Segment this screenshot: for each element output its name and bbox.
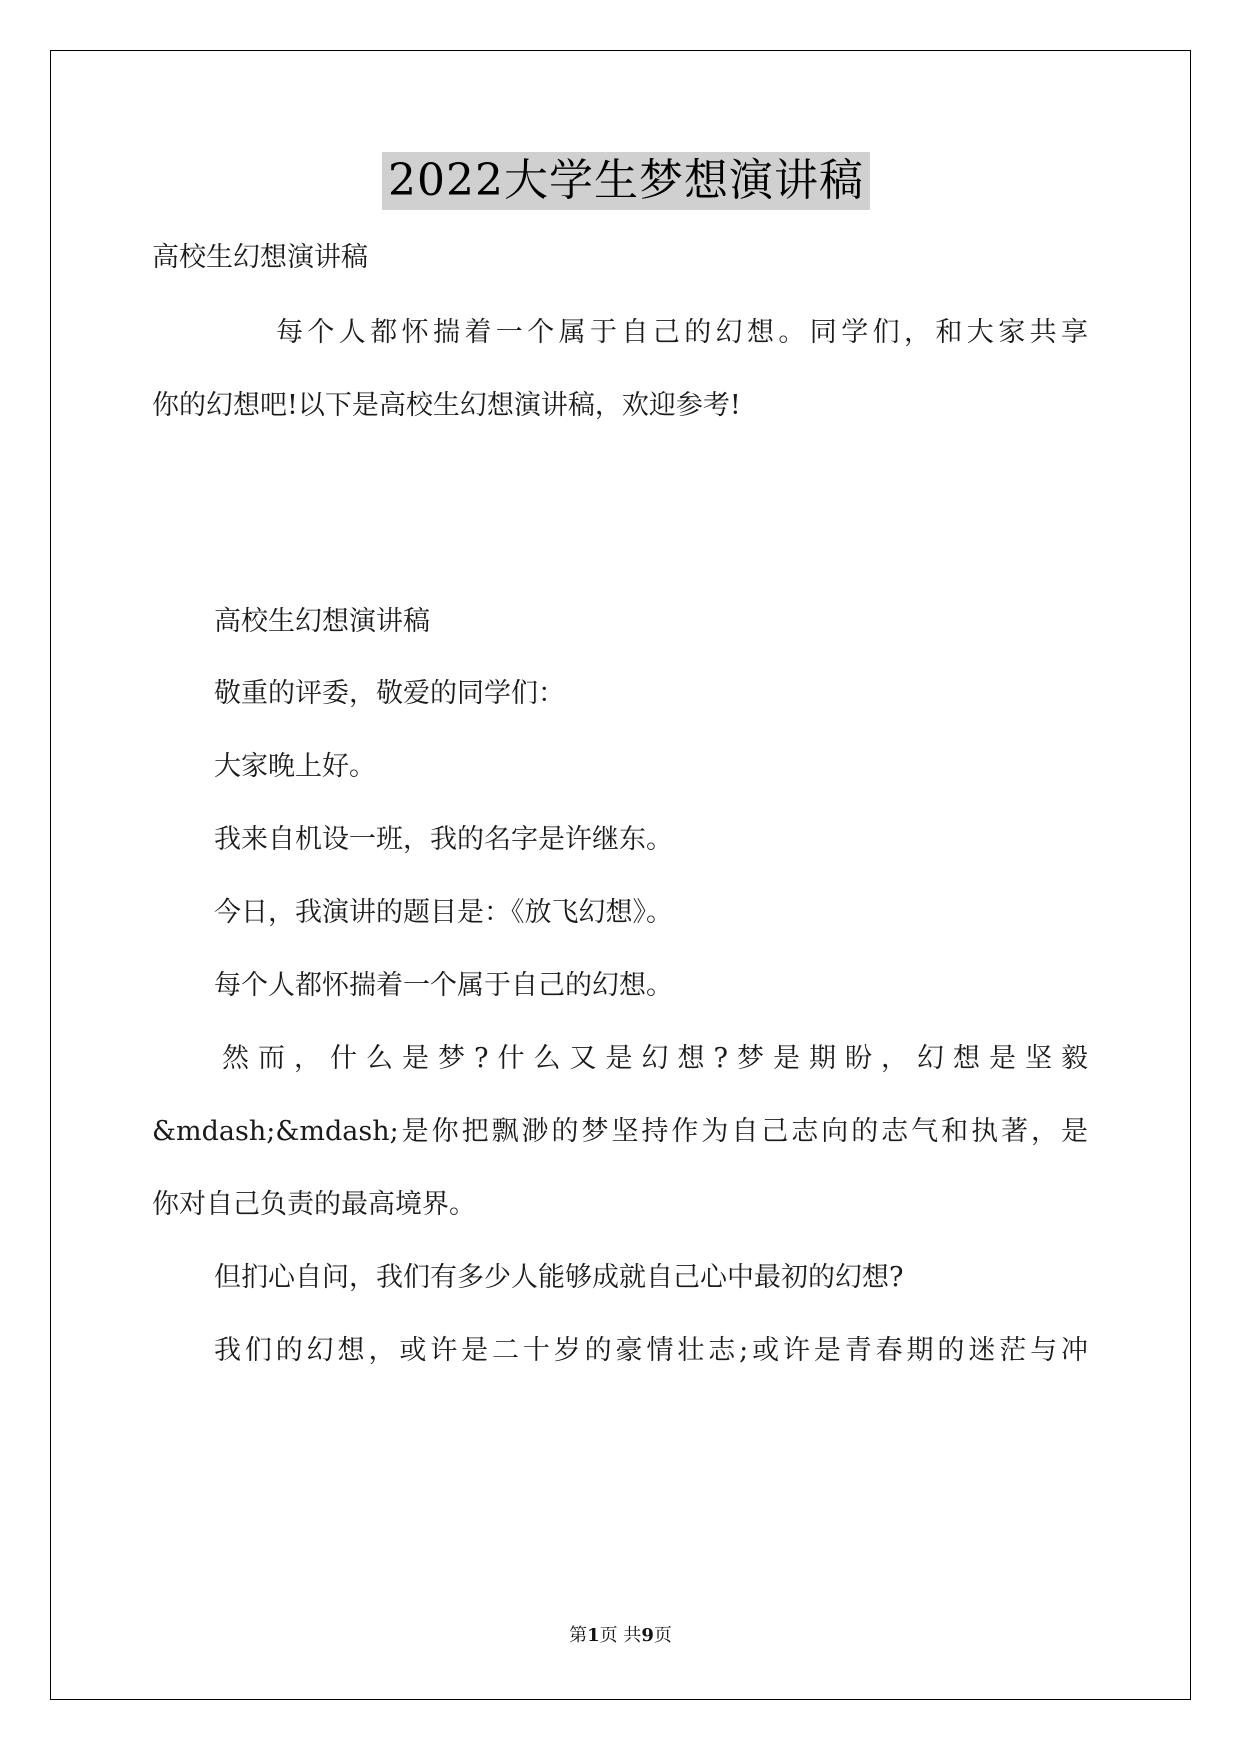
footer-prefix: 第 bbox=[569, 1625, 588, 1646]
footer-mid: 页 共 bbox=[599, 1625, 642, 1646]
speech-topic: 今日，我演讲的题目是：《放飞幻想》。 bbox=[214, 897, 673, 928]
intro-line-1: 每个人都怀揣着一个属于自己的幻想。同学们，和大家共享 bbox=[276, 317, 1088, 348]
greeting: 大家晚上好。 bbox=[214, 751, 376, 782]
introduction: 我来自机设一班，我的名字是许继东。 bbox=[214, 824, 673, 855]
paragraph-dream: 每个人都怀揣着一个属于自己的幻想。 bbox=[214, 970, 673, 1001]
paragraph-last: 我们的幻想，或许是二十岁的豪情壮志;或许是青春期的迷茫与冲 bbox=[214, 1335, 1088, 1366]
paragraph-question: 但扪心自问，我们有多少人能够成就自己心中最初的幻想? bbox=[214, 1262, 904, 1293]
page-footer bbox=[0, 1624, 1241, 1648]
paragraph-line-2: &mdash;&mdash;是你把飘渺的梦坚持作为自己志向的志气和执著，是 bbox=[152, 1116, 1088, 1147]
page-border bbox=[50, 50, 1191, 1700]
paragraph-line-3: 你对自己负责的最高境界。 bbox=[152, 1189, 476, 1220]
intro-line-2: 你的幻想吧!以下是高校生幻想演讲稿，欢迎参考! bbox=[152, 390, 741, 421]
footer-page-number: 1 bbox=[587, 1625, 600, 1646]
subtitle-line: 高校生幻想演讲稿 bbox=[152, 242, 368, 273]
salutation: 敬重的评委，敬爱的同学们： bbox=[214, 678, 565, 709]
footer-suffix: 页 bbox=[653, 1625, 672, 1646]
document-title: 2022大学生梦想演讲稿 bbox=[382, 152, 870, 210]
section-heading: 高校生幻想演讲稿 bbox=[214, 606, 430, 637]
paragraph-line-1: 然而，什么是梦?什么又是幻想?梦是期盼，幻想是坚毅 bbox=[222, 1043, 1088, 1074]
footer-total-pages: 9 bbox=[641, 1625, 654, 1646]
